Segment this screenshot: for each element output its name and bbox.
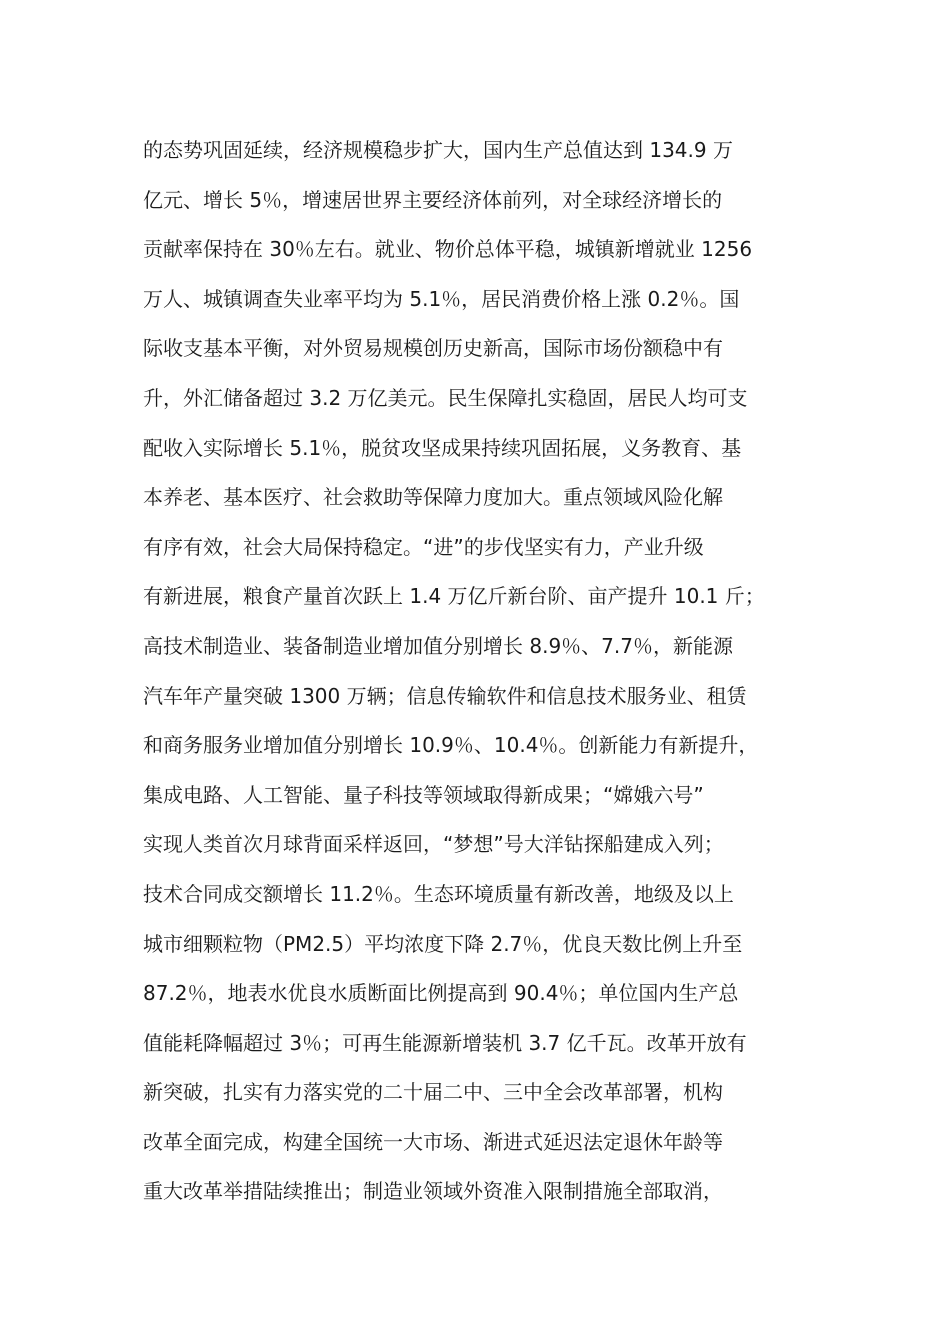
body-text bbox=[143, 126, 843, 1217]
text-line: 际收支基本平衡，对外贸易规模创历史新高，国际市场份额稳中有 bbox=[143, 336, 723, 361]
text-line: 集成电路、人工智能、量子科技等领域取得新成果；“嫦娥六号” bbox=[143, 782, 704, 807]
text-line: 配收入实际增长 5.1％，脱贫攻坚成果持续巩固拓展，义务教育、基 bbox=[143, 435, 742, 460]
text-line: 高技术制造业、装备制造业增加值分别增长 8.9％、7.7％，新能源 bbox=[143, 633, 733, 658]
text-line: 贡献率保持在 30％左右。就业、物价总体平稳，城镇新增就业 1256 bbox=[143, 237, 753, 262]
text-line: 城市细颗粒物（PM2.5）平均浓度下降 2.7％，优良天数比例上升至 bbox=[143, 931, 743, 956]
text-line: 有序有效，社会大局保持稳定。“进”的步伐坚实有力，产业升级 bbox=[143, 534, 704, 559]
text-line: 和商务服务业增加值分别增长 10.9％、10.4％。创新能力有新提升， bbox=[143, 733, 759, 758]
text-line: 亿元、增长 5％，增速居世界主要经济体前列，对全球经济增长的 bbox=[143, 187, 723, 212]
text-line: 87.2％，地表水优良水质断面比例提高到 90.4％；单位国内生产总 bbox=[143, 981, 739, 1006]
text-line: 升，外汇储备超过 3.2 万亿美元。民生保障扎实稳固，居民人均可支 bbox=[143, 385, 748, 410]
text-line: 汽车年产量突破 1300 万辆；信息传输软件和信息技术服务业、租赁 bbox=[143, 683, 747, 708]
text-line: 值能耗降幅超过 3％；可再生能源新增装机 3.7 亿千瓦。改革开放有 bbox=[143, 1030, 747, 1055]
text-line: 万人、城镇调查失业率平均为 5.1％，居民消费价格上涨 0.2％。国 bbox=[143, 286, 740, 311]
text-line: 的态势巩固延续，经济规模稳步扩大，国内生产总值达到 134.9 万 bbox=[143, 138, 733, 162]
text-line: 本养老、基本医疗、社会救助等保障力度加大。重点领域风险化解 bbox=[143, 485, 723, 510]
text-line: 改革全面完成，构建全国统一大市场、渐进式延迟法定退休年龄等 bbox=[143, 1129, 723, 1154]
text-line: 实现人类首次月球背面采样返回，“梦想”号大洋钻探船建成入列； bbox=[143, 832, 724, 857]
text-line: 有新进展，粮食产量首次跃上 1.4 万亿斤新台阶、亩产提升 10.1 斤； bbox=[143, 584, 765, 609]
text-line: 新突破，扎实有力落实党的二十届二中、三中全会改革部署，机构 bbox=[143, 1080, 723, 1105]
text-line: 重大改革举措陆续推出；制造业领域外资准入限制措施全部取消， bbox=[143, 1179, 723, 1204]
text-line: 技术合同成交额增长 11.2％。生态环境质量有新改善，地级及以上 bbox=[143, 881, 734, 906]
